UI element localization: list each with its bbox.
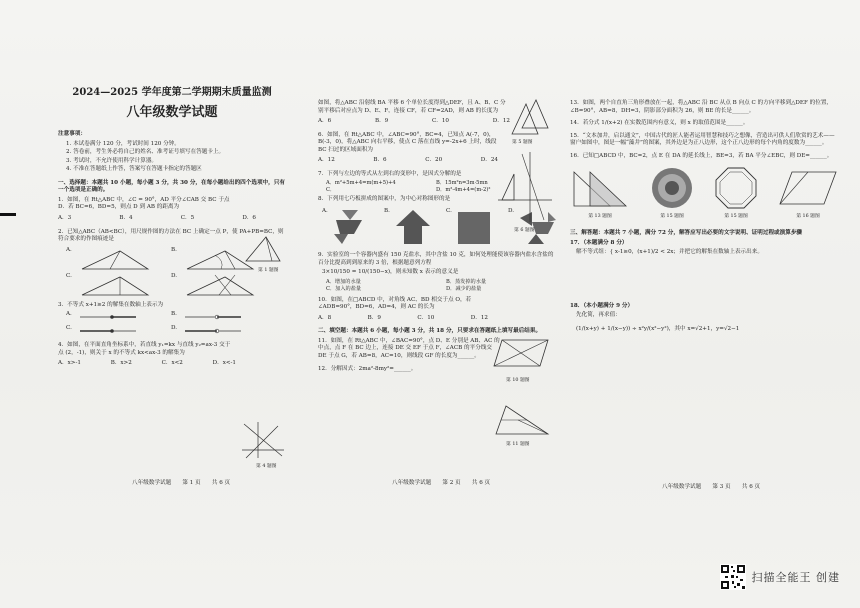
figure-caption: 第 5 题图 (512, 140, 533, 145)
figure-block (714, 166, 758, 220)
option: B．x>2 (110, 360, 132, 367)
question-5: 如图，将△ABC 沿射线 BA 平移 6 个单位长度得到△DEF，且 A、B、C 分别平移后对应点为 D、E、F，连接 CF，若 CF=2AD，则 AB 的长度为 (318, 100, 506, 114)
note-item: 4. 不准在答题纸上作答，答案写在答题卡指定的答题区 (66, 166, 202, 173)
question-9-equation: 3×10/150 = 10/(150−x)，则未知数 x 表示的意义是 (322, 269, 459, 276)
question-9: 9．实验室的一个容器内盛有 150 克盐水，其中含盐 10 克，如何处理能使该容器内盐水含盐的百分比提高到到原来的 3 倍，根据题意列方程 (318, 251, 554, 266)
question-1-options (58, 215, 286, 223)
option: D. (508, 207, 515, 214)
figure-caption: 第 4 题图 (256, 464, 277, 469)
question-17-body: 解不等式组：{ x-1≥0，(x+1)/2 < 2x；并把它的解集在数轴上表示出来。 (576, 249, 763, 256)
option: B. (171, 311, 177, 318)
question-6-coordinate-figure (496, 150, 554, 224)
option: C．5 (180, 214, 195, 221)
option: C． (326, 187, 336, 194)
option: D．24 (480, 157, 498, 164)
option-figure (66, 247, 171, 273)
option: B．9 (367, 314, 381, 321)
option-figure (171, 273, 276, 299)
option: A．8 (318, 314, 332, 321)
option: B．6 (373, 157, 387, 164)
question-9-options (326, 279, 558, 293)
question-5-translation-figure (508, 98, 552, 138)
option: A．3 (58, 214, 72, 221)
binding-mark (0, 213, 16, 216)
question-3-number-lines (66, 311, 286, 339)
question-10-options (318, 315, 558, 323)
option: D．m²-4m+4=(m-2)² (436, 187, 491, 194)
exam-page-3 (570, 98, 838, 488)
tangram-figure (394, 208, 432, 246)
exam-page-1 (58, 86, 286, 476)
question-18-body: 先化简，再求值： (576, 312, 621, 319)
question-4-coordinate-figure (238, 420, 286, 460)
regular-octagon-figure (714, 166, 758, 210)
qr-code-icon (720, 564, 746, 590)
option: D．12 (492, 118, 510, 125)
question-4: 4．如图，在平面直角坐标系中，若直线 y₁=kx 与直线 y₂=ax-3 交于点 (2，-1)，则关于 x 的不等式 kx<ax-3 的解集为 (58, 342, 231, 356)
page-3-figures (570, 166, 838, 220)
question-10: 10．如图，在□ABCD 中，对角线 AC、BD 相交于点 O，若∠ADB=90°，BD=6，AD=4，则 AC 的长为 (318, 296, 472, 311)
option-figure (66, 273, 171, 299)
figure-caption: 第 6 题图 (514, 228, 535, 233)
option: A．6 (318, 118, 332, 125)
option-figure (171, 311, 276, 325)
figure-caption: 第 15 题图 (660, 213, 684, 219)
page-1-footer: 八年级数学试题 第 1 页 共 6 页 (132, 480, 231, 486)
number-line (78, 311, 138, 323)
question-2: 2．已知△ABC（AB<BC），用尺规作图的方法在 BC 上确定一点 P，使 PA+PB=BC，则符合要求的作图痕迹是 (58, 228, 284, 243)
option: C．加入的盐量 (326, 285, 362, 292)
option-figure (171, 325, 276, 339)
question-18-expression: (1/(x+y) + 1/(x−y)) ÷ x²y/(x²−y²)，其中 x=√2+1，y=√2−1 (576, 326, 740, 333)
page-3-footer: 八年级数学试题 第 3 页 共 6 页 (662, 484, 761, 490)
page-2-footer: 八年级数学试题 第 2 页 共 6 页 (392, 480, 491, 486)
option: C．10 (432, 118, 449, 125)
option: C. (66, 325, 72, 332)
question-17-heading: 17．（本题满分 8 分） (570, 239, 628, 246)
question-18-heading: 18．（本小题满分 9 分） (570, 302, 634, 309)
question-1: 1．如图，在 Rt△ABC 中，∠C = 90°，AD 平分∠CAB 交 BC 于点 D．若 BC=6，BD=5，则点 D 到 AB 的距离为 (58, 196, 230, 211)
section-3-heading: 三、解答题：本题共 7 小题，满分 72 分，解答应写出必要的文字说明、证明过程或演算步骤 (570, 230, 803, 237)
option: D．6 (242, 214, 256, 221)
triangle-construction-figure (185, 273, 255, 297)
option: C．10 (417, 314, 435, 321)
question-15: 15．“文本加井，启以通文”，中国古代的匠人能者运用智慧和技巧之想像，营造出可供人们欣赏的艺术——窗户如图中，图是一幅“藻井”的图案，其外边是为正八边形，这个正八边形的每个内角的度数为______。 (570, 132, 835, 147)
option: B. (171, 246, 177, 253)
question-13: 13．如图，两个自直角三角形叠放在一起，将△ABC 沿 BC 从点 B 向点 C 的方向平移到△DEF 的位置，∠B=90°，AB=8，DH=3，阴影部分面积为 26，则 BE 的长是______。 (570, 100, 833, 114)
question-1-triangle-figure (244, 235, 284, 265)
triangle-construction-figure (80, 247, 150, 271)
note-item: 1. 本试卷满分 120 分，考试时间 120 分钟。 (66, 140, 180, 147)
number-line (78, 325, 138, 337)
question-4-options (58, 360, 286, 368)
option: C. (446, 207, 452, 214)
option: A. (322, 207, 328, 214)
option-figure (322, 208, 372, 248)
option: A. (66, 246, 72, 253)
tangram-figure (332, 208, 366, 246)
figure-caption: 第 11 题图 (506, 442, 530, 447)
option: A．增加的水量 (326, 278, 361, 285)
figure-caption: 第 15 题图 (724, 213, 748, 219)
option: B．15m²n=3m·5mn (436, 180, 488, 187)
figure-block (778, 166, 838, 220)
question-11-triangle-figure (494, 402, 550, 438)
scanner-brand-text: 扫描全能王 创建 (751, 571, 840, 584)
section-2-heading: 二、填空题：本题共 6 小题，每小题 3 分，共 18 分，只要求在答题纸上填写最后结果。 (318, 328, 542, 335)
option: C．20 (425, 157, 443, 164)
number-line (183, 325, 243, 337)
figure-caption: 第 1 题图 (258, 268, 279, 273)
figure-caption: 第 10 题图 (506, 378, 530, 383)
figure-caption: 第 13 题图 (588, 213, 612, 219)
option: A. (66, 311, 72, 318)
question-8: 8．下列用七巧板拼成的图案中，为中心对称图形的是 (318, 196, 451, 203)
option-figure (66, 311, 171, 325)
option: C. (66, 272, 72, 279)
option: D. (171, 325, 178, 332)
question-16-parallelogram-figure (778, 166, 838, 210)
option: D．12 (470, 314, 488, 321)
figure-block (570, 166, 630, 220)
number-line (183, 311, 243, 323)
option: D. (171, 272, 178, 279)
triangle-construction-figure (80, 273, 150, 297)
question-16: 16．已知□ABCD 中，BC=2，点 E 在 DA 的延长线上，BE=3，若 BA 平分∠EBC，则 DE=______。 (570, 152, 833, 159)
option: A．x>-1 (58, 360, 81, 367)
option: B．4 (119, 214, 133, 221)
option-figure (66, 325, 171, 339)
question-13-translation-figure (570, 166, 630, 210)
option: D．x<-1 (212, 360, 236, 367)
scanner-watermark (720, 564, 841, 590)
notes-label: 注意事项： (58, 131, 86, 138)
figure-block (650, 166, 694, 220)
note-item: 3. 考试时，不允许使用科学计算器。 (66, 157, 158, 164)
option: A．12 (318, 157, 335, 164)
exam-title: 八年级数学试题 (126, 104, 218, 120)
option-figure (384, 208, 434, 248)
question-12: 12．分解因式：2ma²-8my²=______。 (318, 366, 417, 373)
exam-header-year: 2024—2025 学年度第二学期期末质量监测 (72, 87, 272, 98)
question-7: 7．下列与左边的等式从左到右的变形中，是因式分解的是 (318, 170, 462, 177)
caisson-ceiling-figure (650, 166, 694, 210)
option: D．减少的盐量 (446, 285, 482, 292)
option: C．x<2 (161, 360, 183, 367)
section-1-heading: 一、选择题：本题共 10 小题，每小题 3 分，共 30 分，在每小题给出的四个选项中，只有一个选项是正确的。 (58, 179, 285, 194)
option: B. (384, 207, 390, 214)
option: B．9 (374, 118, 389, 125)
option: B．蒸发掉的水量 (446, 278, 487, 285)
question-14: 14．若分式 1/(x+2) 在实数范围内有意义，则 x 的取值范围是______。 (570, 120, 749, 127)
tangram-figure (456, 210, 492, 246)
question-3: 3．不等式 x+1≥2 的解集在数轴上表示为 (58, 301, 164, 308)
question-11: 11．如图，在 Rt△ABC 中，∠BAC=90°，点 D、E 分别是 AB、AC 的中点，点 F 在 BC 边上，连接 DE 交 EF 于点 F，∠ACB 的平分线交 DE 于点 G，若 AB=8，AC=10，则线段 GF 的长度为______。 (318, 337, 500, 359)
option-figure (446, 208, 496, 248)
option: A．m²+5m+4=m(m+5)+4 (326, 180, 396, 187)
figure-caption: 第 16 题图 (796, 213, 820, 219)
question-6: 6．如图，在 Rt△ABC 中，∠ABC=90°，BC=4，已知点 A(-7，0)，B(-3，0)，将△ABC 向右平移，使点 C 落在直线 y=-2x+6 上时，线段 BC 扫过的区域面积为 (318, 131, 497, 153)
question-10-parallelogram-figure (492, 336, 550, 370)
notes-list (58, 141, 286, 174)
note-item: 2. 答卷前，考生务必将自己的姓名、准考证号填写在答题卡上。 (66, 149, 225, 156)
